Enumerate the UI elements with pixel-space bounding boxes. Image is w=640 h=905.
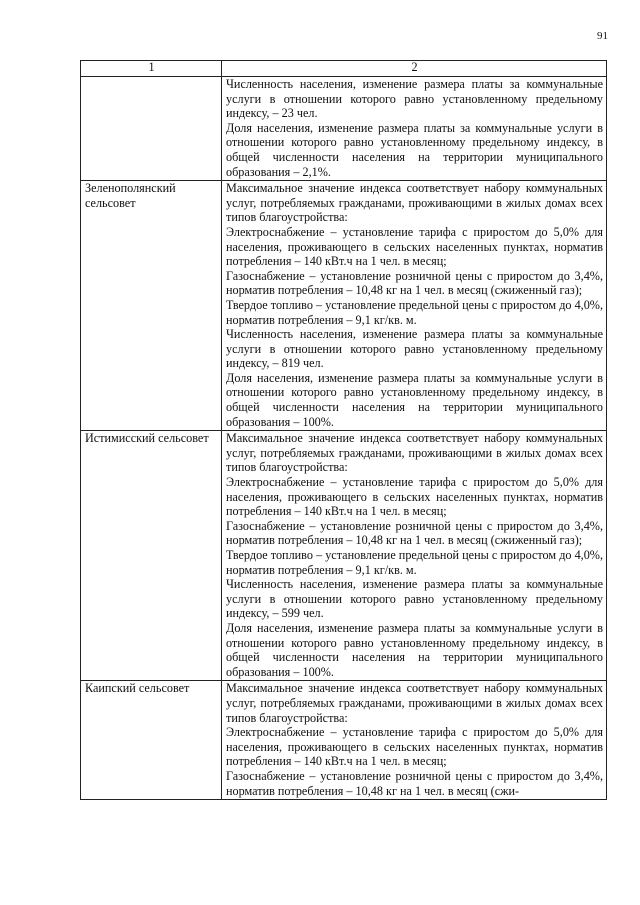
table-row <box>81 181 607 431</box>
description-paragraph: Доля населения, изменение размера платы за коммунальные услуги в отношении которого равно установленному предельному индексу, в общей численности населения на территории муниципального образования – 100%. <box>226 620 603 679</box>
description-paragraph: Электроснабжение – установление тарифа с приростом до 5,0% для населения, проживающего в сельских населенных пунктах, норматив потребления – 140 кВт.ч на 1 чел. в месяц; <box>226 224 603 269</box>
column-header: 2 <box>222 61 607 77</box>
description-paragraph: Твердое топливо – установление предельной цены с приростом до 4,0%, норматив потребления – 9,1 кг/кв. м. <box>226 548 603 577</box>
page-number: 91 <box>597 30 608 42</box>
municipality-name: Каипский сельсовет <box>81 681 222 800</box>
indicator-table <box>80 60 607 800</box>
description-paragraph: Численность населения, изменение размера платы за коммунальные услуги в отношении которого равно установленному предельному индексу, – 23 чел. <box>226 77 603 121</box>
indicator-description <box>222 681 607 800</box>
indicator-description <box>222 181 607 431</box>
description-paragraph: Газоснабжение – установление розничной цены с приростом до 3,4%, норматив потребления – 10,48 кг на 1 чел. в месяц (сжиженный газ); <box>226 518 603 548</box>
description-paragraph: Доля населения, изменение размера платы за коммунальные услуги в отношении которого равно установленному предельному индексу, в общей численности населения на территории муниципального образования – 2,1%. <box>226 120 603 179</box>
description-paragraph: Максимальное значение индекса соответствует набору коммунальных услуг, потребляемых гражданами, проживающими в жилых домах всех типов благоустройства: <box>226 181 603 225</box>
table-row <box>81 681 607 800</box>
description-paragraph: Максимальное значение индекса соответствует набору коммунальных услуг, потребляемых гражданами, проживающими в жилых домах всех типов благоустройства: <box>226 431 603 475</box>
description-paragraph: Твердое топливо – установление предельной цены с приростом до 4,0%, норматив потребления – 9,1 кг/кв. м. <box>226 297 603 327</box>
municipality-name <box>81 77 222 181</box>
description-paragraph: Электроснабжение – установление тарифа с приростом до 5,0% для населения, проживающего в сельских населенных пунктах, норматив потребления – 140 кВт.ч на 1 чел. в месяц; <box>226 475 603 519</box>
description-paragraph: Электроснабжение – установление тарифа с приростом до 5,0% для населения, проживающего в сельских населенных пунктах, норматив потребления – 140 кВт.ч на 1 чел. в месяц; <box>226 725 603 769</box>
table-row <box>81 431 607 681</box>
description-paragraph: Газоснабжение – установление розничной цены с приростом до 3,4%, норматив потребления – 10,48 кг на 1 чел. в месяц (сжи- <box>226 768 603 798</box>
description-paragraph: Доля населения, изменение размера платы за коммунальные услуги в отношении которого равно установленному предельному индексу, в общей численности населения на территории муниципального образования – 100%. <box>226 370 603 429</box>
description-paragraph: Максимальное значение индекса соответствует набору коммунальных услуг, потребляемых гражданами, проживающими в жилых домах всех типов благоустройства: <box>226 681 603 725</box>
table-row <box>81 77 607 181</box>
description-paragraph: Газоснабжение – установление розничной цены с приростом до 3,4%, норматив потребления – 10,48 кг на 1 чел. в месяц (сжиженный газ); <box>226 268 603 298</box>
municipality-name: Зеленополянский сельсовет <box>81 181 222 431</box>
column-header: 1 <box>81 61 222 77</box>
municipality-name: Истимисский сельсовет <box>81 431 222 681</box>
table-header-row <box>81 61 607 77</box>
indicator-description <box>222 77 607 181</box>
indicator-description <box>222 431 607 681</box>
description-paragraph: Численность населения, изменение размера платы за коммунальные услуги в отношении которого равно установленному предельному индексу, – 819 чел. <box>226 327 603 371</box>
description-paragraph: Численность населения, изменение размера платы за коммунальные услуги в отношении которого равно установленному предельному индексу, – 599 чел. <box>226 577 603 621</box>
